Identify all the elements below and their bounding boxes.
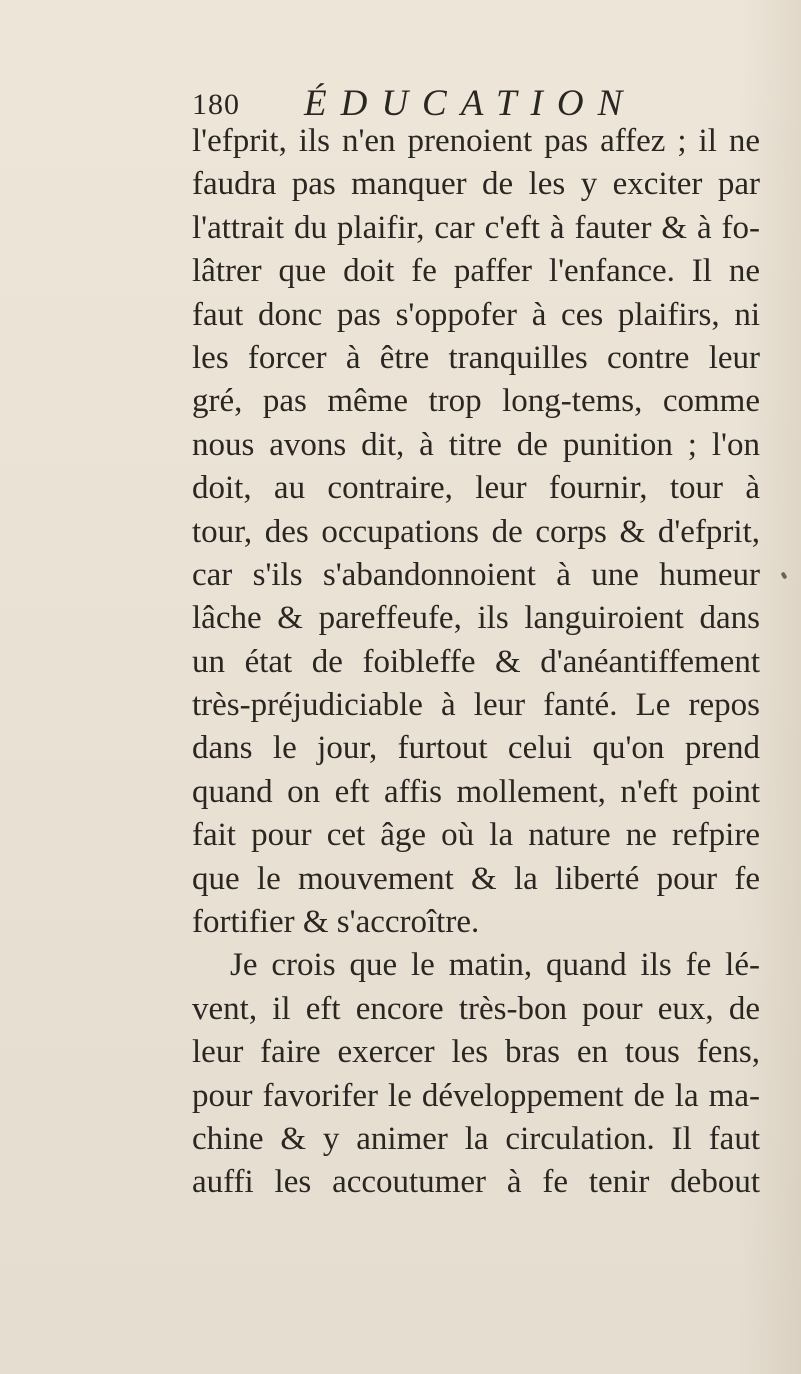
ink-speck bbox=[781, 571, 788, 579]
text-line: que le mouvement & la liberté pour fe bbox=[192, 860, 760, 897]
text-line: les forcer à être tranquilles contre leur bbox=[192, 339, 760, 376]
text-line: dans le jour, furtout celui qu'on prend bbox=[192, 730, 760, 767]
paragraph-end-line: fortifier & s'accroître. bbox=[192, 904, 480, 941]
text-line: quand on eft affis mollement, n'eft point bbox=[192, 773, 760, 810]
paragraph-start-line: Je crois que le matin, quand ils fe lé- bbox=[230, 947, 760, 984]
page-number: 180 bbox=[192, 88, 240, 121]
text-line: tour, des occupations de corps & d'efprit, bbox=[192, 513, 760, 550]
page-header bbox=[192, 82, 752, 122]
text-line: pour favorifer le développement de la ma- bbox=[192, 1077, 760, 1114]
text-line: lâtrer que doit fe paffer l'enfance. Il ne bbox=[192, 253, 760, 290]
text-line: l'efprit, ils n'en prenoient pas affez ; il ne bbox=[192, 123, 760, 159]
text-line: car s'ils s'abandonnoient à une humeur bbox=[192, 556, 760, 593]
text-line: vent, il eft encore très-bon pour eux, de bbox=[192, 990, 760, 1027]
text-line: chine & y animer la circulation. Il faut bbox=[192, 1120, 760, 1157]
text-line: gré, pas même trop long-tems, comme bbox=[192, 383, 760, 420]
text-line: l'attrait du plaifir, car c'eft à fauter & à fo- bbox=[192, 209, 760, 246]
body-text bbox=[192, 120, 760, 1205]
text-line: faut donc pas s'oppofer à ces plaifirs, ni bbox=[192, 296, 760, 333]
running-head: ÉDUCATION bbox=[304, 83, 637, 124]
text-line: fait pour cet âge où la nature ne refpire bbox=[192, 817, 760, 854]
text-line: doit, au contraire, leur fournir, tour à bbox=[192, 470, 760, 507]
text-line: auffi les accoutumer à fe tenir debout bbox=[192, 1164, 760, 1201]
text-line: lâche & pareffeufe, ils languiroient dans bbox=[192, 600, 760, 637]
text-line: un état de foibleffe & d'anéantiffement bbox=[192, 643, 760, 680]
text-line: nous avons dit, à titre de punition ; l'on bbox=[192, 426, 760, 463]
text-line: faudra pas manquer de les y exciter par bbox=[192, 166, 760, 203]
text-line: leur faire exercer les bras en tous fens, bbox=[192, 1034, 760, 1071]
text-line: très-préjudiciable à leur fanté. Le repos bbox=[192, 687, 760, 724]
